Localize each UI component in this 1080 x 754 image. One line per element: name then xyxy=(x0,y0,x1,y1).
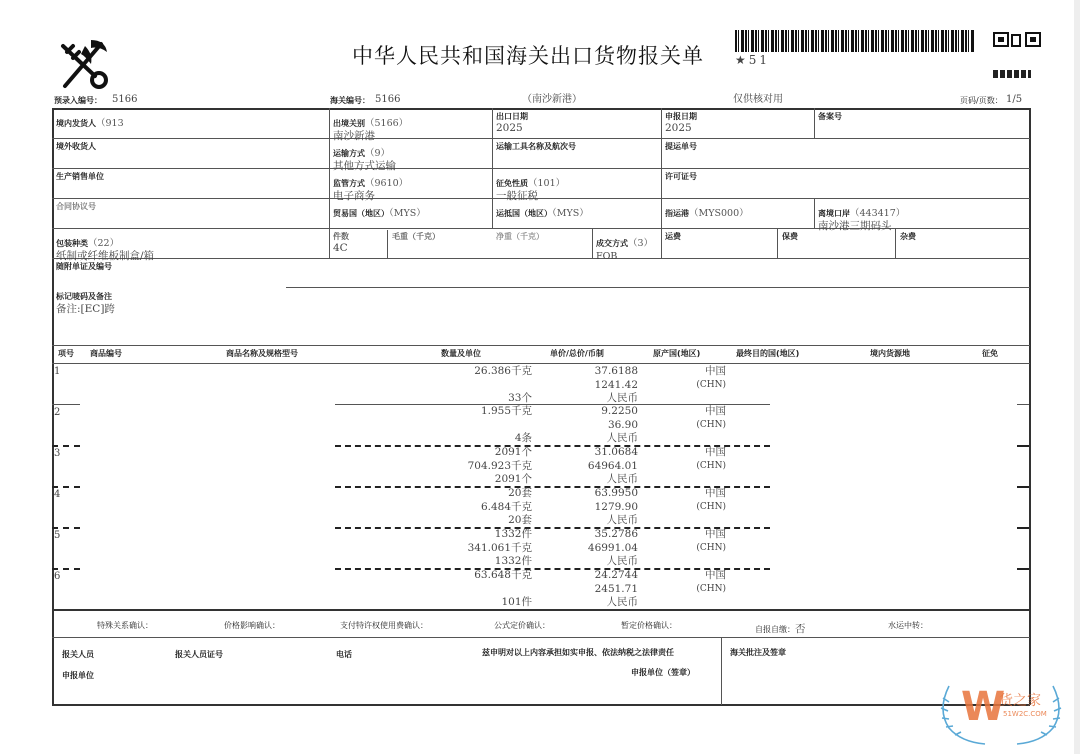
customs-approval-label: 海关批注及签章 xyxy=(730,648,786,657)
field-net-weight: 净重（千克） xyxy=(496,232,544,241)
price: 35.2786 46991.04 人民币 xyxy=(587,528,638,567)
declaration-statement: 兹申明对以上内容承担如实申报、依法纳税之法律责任 xyxy=(482,648,674,657)
page-title: 中华人民共和国海关出口货物报关单 xyxy=(352,44,704,68)
field-bill-of-lading: 提运单号 xyxy=(665,142,697,151)
watermark-domain: 51W2C.COM xyxy=(1003,710,1047,718)
price-influence-confirm: 价格影响确认： xyxy=(224,621,280,630)
field-insurance: 保费 xyxy=(782,232,798,241)
quantity: 63.648千克 101件 xyxy=(474,569,532,608)
declarant-cert-label: 报关人员证号 xyxy=(175,650,223,659)
item-no: 1 xyxy=(54,366,61,377)
price: 24.2744 2451.71 人民币 xyxy=(594,569,638,608)
customs-emblem-icon xyxy=(55,36,111,92)
pre-entry-no: 5166 xyxy=(112,94,138,105)
col-header-goods-name: 商品名称及规格型号 xyxy=(226,349,298,358)
declarant-label: 报关人员 xyxy=(62,650,94,659)
field-exit-customs: 出境关别（5166） 南沙新港 xyxy=(333,118,409,142)
price: 37.6188 1241.42 人民币 xyxy=(594,365,638,404)
field-vessel-voyage: 运输工具名称及航次号 xyxy=(496,142,576,151)
field-transaction-mode: 成交方式（3） FOB xyxy=(596,238,654,262)
col-header-price: 单价/总价/币制 xyxy=(550,349,604,358)
field-freight: 运费 xyxy=(665,232,681,241)
for-verification: 仅供核对用 xyxy=(733,94,783,105)
barcode xyxy=(735,30,975,52)
origin: 中国 (CHN) xyxy=(696,446,726,471)
declaring-unit-label: 申报单位 xyxy=(62,671,94,680)
barcode-text: ★51 xyxy=(735,53,771,67)
origin: 中国 (CHN) xyxy=(696,487,726,512)
field-levy-nature: 征免性质（101） 一般征税 xyxy=(496,178,566,202)
special-relation-confirm: 特殊关系确认： xyxy=(97,621,153,630)
qr-code-icon xyxy=(993,32,1043,48)
watermark-logo xyxy=(935,680,1067,750)
col-header-quantity: 数量及单位 xyxy=(441,349,481,358)
field-overseas-consignee: 境外收货人 xyxy=(56,142,96,151)
field-marks-remarks-label: 标记唛码及备注 xyxy=(56,292,112,301)
field-domestic-shipper: 境内发货人（913 xyxy=(56,118,124,129)
field-supervision-mode: 监管方式（9610） 电子商务 xyxy=(333,178,409,202)
quantity: 26.386千克 33个 xyxy=(474,365,532,404)
quantity: 20套 6.484千克 20套 xyxy=(480,487,532,526)
pre-entry-no-label: 预录入编号： xyxy=(54,96,102,105)
watermark-brand: 货之家 xyxy=(999,693,1041,709)
origin: 中国 (CHN) xyxy=(696,528,726,553)
page-edge xyxy=(1074,0,1080,754)
field-declare-date: 申报日期 2025 xyxy=(665,112,697,134)
col-header-item-no: 项号 xyxy=(58,349,74,358)
field-package-type: 包装种类（22） 纸制或纤维板制盒/箱 xyxy=(56,238,155,262)
col-header-final-dest: 最终目的国(地区) xyxy=(736,349,800,358)
item-no: 6 xyxy=(54,571,61,582)
customs-no-label: 海关编号： xyxy=(330,96,370,105)
origin: 中国 (CHN) xyxy=(696,405,726,430)
origin: 中国 (CHN) xyxy=(696,365,726,390)
field-record-no: 备案号 xyxy=(818,112,842,121)
field-transport-mode: 运输方式（9） 其他方式运输 xyxy=(333,148,396,172)
quantity: 1332件 341.061千克 1332件 xyxy=(467,528,532,567)
field-gross-weight: 毛重（千克） xyxy=(392,232,440,241)
self-report-field: 自报自缴：否 xyxy=(755,623,806,635)
formula-pricing-confirm: 公式定价确认： xyxy=(494,621,550,630)
price: 31.0684 64964.01 人民币 xyxy=(587,446,638,485)
royalty-payment-confirm: 支付特许权使用费确认： xyxy=(340,621,428,630)
declaring-unit-seal-label: 申报单位（签章） xyxy=(631,668,695,677)
field-attached-docs: 随附单证及编号 xyxy=(56,262,112,271)
item-no: 5 xyxy=(54,530,61,541)
port-name: （南沙新港） xyxy=(522,94,582,105)
item-no: 4 xyxy=(54,489,61,500)
col-header-levy: 征免 xyxy=(982,349,998,358)
water-transit-field: 水运中转： xyxy=(888,621,928,630)
customs-no: 5166 xyxy=(375,94,401,105)
field-destination-country: 运抵国（地区）（MYS） xyxy=(496,208,589,219)
field-export-date: 出口日期 2025 xyxy=(496,112,528,134)
field-pieces: 件数 4C xyxy=(333,232,349,254)
field-producer-seller: 生产销售单位 xyxy=(56,172,104,181)
price: 9.2250 36.90 人民币 xyxy=(601,405,638,444)
col-header-hs-code: 商品编号 xyxy=(90,349,122,358)
col-header-source: 境内货源地 xyxy=(870,349,910,358)
field-marks-remarks-value: 备注:[EC]跨 xyxy=(56,303,115,315)
field-license-no: 许可证号 xyxy=(665,172,697,181)
quantity: 2091个 704.923千克 2091个 xyxy=(467,446,532,485)
qr-code-fragment xyxy=(993,70,1031,78)
page-number: 1/5 xyxy=(1006,94,1023,105)
watermark-letter: W xyxy=(961,684,1006,730)
quantity: 1.955千克 4条 xyxy=(480,405,532,444)
origin: 中国 (CHN) xyxy=(696,569,726,594)
field-dest-port: 指运港（MYS000） xyxy=(665,208,749,219)
field-exit-port: 离境口岸（443417） 南沙港三期码头 xyxy=(818,208,906,232)
col-header-origin: 原产国(地区) xyxy=(653,349,701,358)
item-no: 2 xyxy=(54,407,61,418)
provisional-price-confirm: 暂定价格确认： xyxy=(621,621,677,630)
field-misc-fee: 杂费 xyxy=(900,232,916,241)
field-contract-no: 合同协议号 xyxy=(56,202,96,211)
field-trade-country: 贸易国（地区）（MYS） xyxy=(333,208,426,219)
phone-label: 电话 xyxy=(336,650,352,659)
price: 63.9950 1279.90 人民币 xyxy=(594,487,638,526)
page-label: 页码/页数： xyxy=(960,96,1003,105)
item-no: 3 xyxy=(54,448,61,459)
